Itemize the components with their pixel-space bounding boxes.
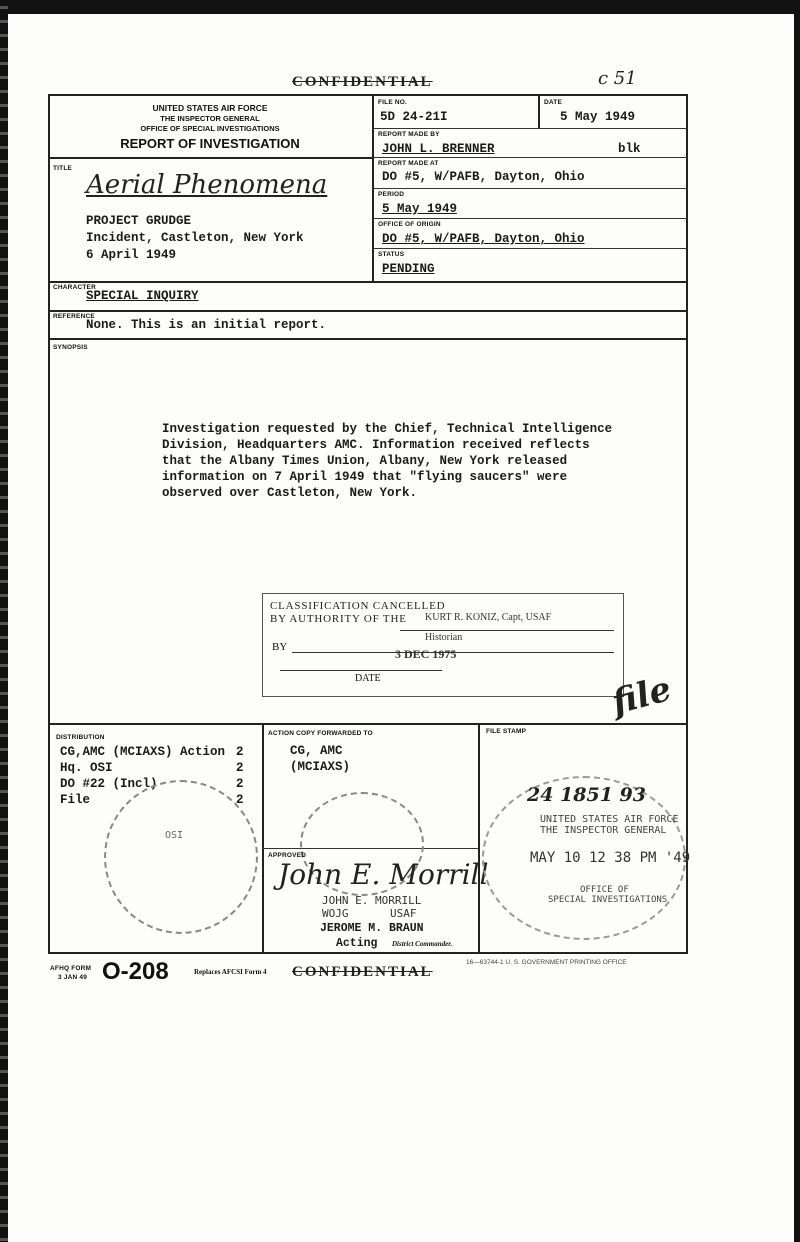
report-heading: REPORT OF INVESTIGATION [120, 136, 300, 151]
classification-date-stamp: 3 DEC 1975 [395, 647, 457, 661]
file-stamp-line-2: THE INSPECTOR GENERAL [540, 825, 667, 836]
date-value: 5 May 1949 [560, 110, 636, 124]
rule-bottom-section [48, 723, 688, 725]
date-divider [538, 94, 540, 128]
classification-date-rule [280, 670, 442, 671]
file-stamp-office-1: OFFICE OF [580, 885, 629, 895]
printing-office-line: 16—63744-1 U. S. GOVERNMENT PRINTING OFFICE [466, 959, 627, 966]
form-top-border [48, 94, 688, 96]
report-made-by-label: REPORT MADE BY [378, 131, 440, 138]
form-right-border [686, 94, 688, 954]
synopsis-line: that the Albany Times Union, Albany, New York released [162, 454, 568, 468]
report-made-by-initials: blk [618, 142, 641, 156]
rule-file-date [372, 128, 688, 129]
file-stamp-divider [478, 723, 480, 953]
approval-signature: John E. Morrill [278, 858, 489, 891]
classification-line-2: BY AUTHORITY OF THE [270, 613, 407, 625]
status-value: PENDING [382, 262, 435, 276]
distribution-divider [262, 723, 264, 953]
classification-line-1: CLASSIFICATION CANCELLED [270, 600, 446, 612]
action-copy-line-1: CG, AMC [290, 744, 343, 758]
synopsis-line: Investigation requested by the Chief, Technical Intelligence [162, 422, 613, 436]
agency-line-2: THE INSPECTOR GENERAL [160, 114, 260, 123]
agency-line-1: UNITED STATES AIR FORCE [152, 103, 268, 113]
file-stamp-number: 24 1851 93 [527, 784, 646, 806]
classification-authority-rule [400, 630, 614, 631]
office-of-origin-value: DO #5, W/PAFB, Dayton, Ohio [382, 232, 585, 246]
title-line-1: PROJECT GRUDGE [86, 214, 192, 228]
title-line-2: Incident, Castleton, New York [86, 231, 304, 245]
form-bottom-border [48, 952, 688, 954]
distribution-row: File [60, 793, 91, 807]
commander-typed-name: JEROME M. BRAUN [320, 922, 424, 935]
commander-acting: Acting [336, 937, 378, 950]
character-value: SPECIAL INQUIRY [86, 289, 199, 303]
received-stamp-text: OSI [165, 830, 184, 841]
file-stamp-received: MAY 10 12 38 PM '49 [530, 850, 691, 866]
report-made-at-label: REPORT MADE AT [378, 160, 439, 167]
agency-line-3: OFFICE OF SPECIAL INVESTIGATIONS [140, 124, 280, 133]
scan-border-right [794, 0, 800, 1242]
distribution-count: 2 [236, 761, 244, 775]
form-label-1: AFHQ FORM [50, 965, 92, 972]
period-value: 5 May 1949 [382, 202, 458, 216]
approver-name: JOHN E. MORRILL [322, 894, 422, 907]
top-confidential-stamp: CONFIDENTIAL [292, 74, 433, 90]
form-left-border [48, 94, 50, 954]
office-of-origin-label: OFFICE OF ORIGIN [378, 221, 441, 228]
character-label: CHARACTER [53, 284, 96, 291]
rule-origin [372, 248, 688, 249]
period-label: PERIOD [378, 191, 405, 198]
file-no-label: FILE NO. [378, 99, 408, 106]
rule-synopsis-top [48, 338, 688, 340]
classification-authority-name: KURT R. KONIZ, Capt, USAF [425, 612, 552, 623]
report-made-at-value: DO #5, W/PAFB, Dayton, Ohio [382, 170, 585, 184]
scan-border-left [0, 0, 8, 1242]
rule-character-top [48, 281, 688, 283]
rule-made-at [372, 188, 688, 189]
action-copy-line-2: (MCIAXS) [290, 760, 351, 774]
classification-by-label: BY [272, 641, 288, 653]
synopsis-line: information on 7 April 1949 that "flying saucers" were [162, 470, 568, 484]
status-label: STATUS [378, 251, 405, 258]
commander-title: District Commander. [392, 940, 453, 948]
file-no-value: 5D 24-21I [380, 110, 448, 124]
date-label: DATE [544, 99, 563, 106]
bottom-confidential-stamp: CONFIDENTIAL [292, 964, 433, 980]
reference-label: REFERENCE [53, 313, 95, 320]
corner-handwritten-note: c 51 [598, 68, 637, 89]
rule-header-bottom [48, 157, 374, 159]
distribution-row: DO #22 (Incl) [60, 777, 158, 791]
file-stamp-label: FILE STAMP [486, 728, 527, 735]
form-replaces: Replaces AFCSI Form 4 [194, 968, 267, 976]
form-label-2: 3 JAN 49 [58, 974, 88, 981]
form-number: O-208 [102, 958, 169, 985]
approver-service: USAF [390, 907, 417, 920]
synopsis-line: observed over Castleton, New York. [162, 486, 418, 500]
rule-made-by [372, 157, 688, 158]
rule-reference-top [48, 310, 688, 312]
approver-rank: WOJG [322, 907, 349, 920]
scan-border-top [0, 0, 800, 14]
file-stamp-line-1: UNITED STATES AIR FORCE [540, 814, 679, 825]
handwritten-file-mark: file [607, 669, 676, 723]
distribution-count: 2 [236, 745, 244, 759]
title-label: TITLE [53, 165, 73, 172]
classification-date-label: DATE [355, 673, 381, 684]
approved-label: APPROVED [268, 852, 307, 859]
distribution-row: Hq. OSI [60, 761, 113, 775]
distribution-label: DISTRIBUTION [56, 734, 105, 741]
title-line-3: 6 April 1949 [86, 248, 177, 262]
reference-value: None. This is an initial report. [86, 318, 327, 332]
distribution-row: CG,AMC (MCIAXS) Action [60, 745, 226, 759]
synopsis-label: SYNOPSIS [53, 344, 88, 351]
title-handwritten: Aerial Phenomena [86, 170, 328, 200]
synopsis-line: Division, Headquarters AMC. Information received reflects [162, 438, 590, 452]
file-stamp-office-2: SPECIAL INVESTIGATIONS [548, 895, 668, 905]
received-stamp-circle [104, 780, 258, 934]
classification-authority-role: Historian [425, 632, 463, 643]
distribution-count: 2 [236, 793, 244, 807]
report-made-by-value: JOHN L. BRENNER [382, 142, 495, 156]
rule-period [372, 218, 688, 219]
action-copy-label: ACTION COPY FORWARDED TO [268, 730, 373, 737]
distribution-count: 2 [236, 777, 244, 791]
